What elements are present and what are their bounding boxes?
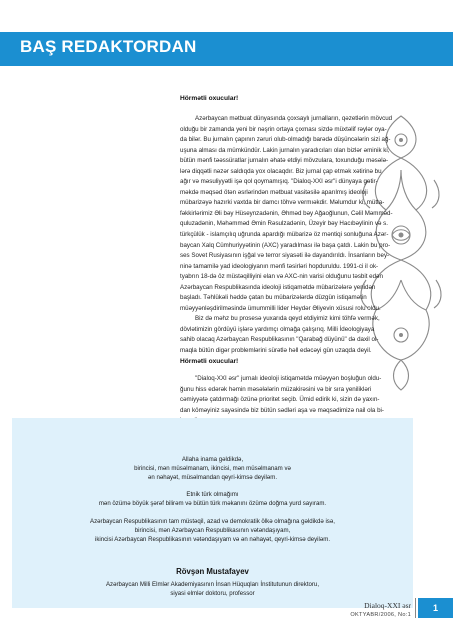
paragraph-line: məkdə məqsəd ötən əsrlərindən mətbuat vasitəsilə aparılmış ideoloji <box>180 188 368 196</box>
paragraph-line: bütün mənfi təəssüratlar jurnalın əhatə etdiyi mövzulara, toxunduğu məsələ- <box>180 157 389 165</box>
paragraph-line: Azərbaycan Respublikasında ideoloji istiqamətdə mübarizələrə yenidən <box>180 283 376 291</box>
author-title: Azərbaycan Milli Elmlər Akademiyasının İnsan Hüquqları İnstitutunun direktoru, <box>105 581 320 588</box>
quote-line: ikincisi Azərbaycan Respublikasının vətəndaşıyam və ən nəhayət, qeyri-kimsə deyiləm. <box>94 536 331 543</box>
quote-line: birincisi, mən müsəlmanam, ikincisi, mən müsəlmanam və <box>134 465 291 472</box>
footer-magazine-name: Dialoq-XXI əsr <box>364 601 411 610</box>
paragraph-line: maqla bütün digər problemlərini sürətlə həll edəcəyi gün uzaqda deyil. <box>180 347 372 355</box>
page-title: BAŞ REDAKTORDAN <box>20 37 197 56</box>
letter-body-1 <box>180 114 420 357</box>
paragraph-line: sahib olacaq Azərbaycan Respublikasının "Qarabağ düyünü" də daxil ol- <box>180 336 379 344</box>
paragraph-line: uşuna alması da mümkündür. Lakin jurnalın yaradıcıları olan bizlər əminik ki, <box>180 146 390 154</box>
paragraph-line: Azərbaycan mətbuat dünyasında çoxsaylı jurnalların, qəzetlərin mövcud <box>195 115 393 122</box>
paragraph-line: baycan Xalq Cümhuriyyətinin (AXC) yaradılması ilə başa çatdı. Lakin bu pro- <box>180 241 391 249</box>
paragraph-line: da bilər. Bu jurnalın çapının zəruri olub-olmadığı barədə düşüncələrin sizi ağ- <box>180 136 391 144</box>
greeting-2: Hörmətli oxucular! <box>180 358 239 365</box>
paragraph-line: lərə diqqətli nəzər saldıqda yox olacaqdır. Biz jurnal çap etmək xətirinə bu <box>180 167 382 175</box>
paragraph-line: cəmiyyətə çatdırmağı özünə prioritet seçib. Ümid edirik ki, sizin də yaxın- <box>180 396 380 404</box>
quote-line: Etnik türk olmağımı <box>186 491 239 498</box>
paragraph-line: dövlətimizin gördüyü işlərə yardımçı olmağa çalışırıq. Milli İdeologiyaya <box>180 325 375 333</box>
footer-issue: OKTYABR/2006, No:1 <box>350 612 411 618</box>
paragraph-line: Biz də məhz bu prosesə yuxarıda qeyd etdiyimiz kimi töhfə vermək, <box>195 315 380 323</box>
paragraph-line: ğunu hiss edərək həmin məsələlərin müzakirəsini və bir sıra yenilikləri <box>180 385 372 393</box>
paragraph-line: ninə tamamilə yad ideologiyanın mənfi təsirləri hopduruldu. 1991-ci il ok- <box>180 262 379 270</box>
quote-line: birincisi, mən Azərbaycan Respublikasının vətəndaşıyam, <box>134 527 291 534</box>
paragraph-line: müəyyənləşdirilməsində ümummilli lider Heydər Əliyevin xüsusi rolu oldu. <box>180 304 381 312</box>
paragraph-line: tyabrın 18-də öz müstəqilliyini elan və AXC-nin varisi olduğunu təsbit edən <box>180 273 383 281</box>
paragraph-line: "Dialoq-XXI əsr" jurnalı ideoloji istiqamətdə müəyyən boşluğun oldu- <box>195 375 382 382</box>
paragraph-line: mübarizəyə hazırki vaxtda bir damcı töhvə vermıəkdir. Məlumdur ki, mütta- <box>180 199 385 207</box>
greeting-1: Hörmətli oxucular! <box>180 95 239 102</box>
quote-line: Allaha inama gəldikdə, <box>181 456 244 463</box>
paragraph-line: quluzadənin, Məhəmməd Əmin Rəsulzadənin, Üzeyir bəy Hacıbəylinin və s. <box>180 220 388 228</box>
paragraph-line: olduğu bir zamanda yeni bir nəşrin ortaya çıxması sizdə müxtəlif rəylər oya- <box>180 125 387 133</box>
quote-line: ən nəhayət, müsəlmandan qeyri-kimsə deyiləm. <box>147 474 278 481</box>
footer-divider <box>415 598 416 618</box>
quote-line: mən özümə böyük şərəf bilirəm və bütün türk məkanını özümə doğma yurd sayıram. <box>98 500 327 507</box>
paragraph-line: dan köməyiniz sayəsində biz bütün sədləri aşa və məqsədimizə nail ola bi- <box>180 406 384 414</box>
paragraph-line: ses Sovet Rusiyasının işğal və terror siyasəti ilə dayandırıldı. İnsanların bey- <box>180 252 390 260</box>
paragraph-line: fəkkirlərimiz Əli bəy Hüseynzadənin, Əhməd bəy Ağaoğlunun, Cəlil Məmməd- <box>180 209 393 217</box>
paragraph-line: başladı. Təhlükəli həddə çatan bu mübarizələrdə düzgün istiqamətin <box>180 294 367 302</box>
paragraph-line: türkçülük - islamçılıq uğrunda apardığı mübarizə öz məntiqi sonluğuna Azər- <box>180 231 389 239</box>
paragraph-line: ağır və məsuliyyətli işə qol qoymamışıq. "Dialoq-XXI əsr"i dünyaya gətir- <box>180 178 378 186</box>
author-title: siyasi elmlər doktoru, professor <box>170 590 255 597</box>
author-name: Rövşən Mustafayev <box>176 567 249 576</box>
quote-line: Azərbaycan Respublikasının tam müstəqil, azad və demokratik ölkə olmağına gəldikdə isə, <box>90 518 335 525</box>
page-number: 1 <box>418 598 453 618</box>
